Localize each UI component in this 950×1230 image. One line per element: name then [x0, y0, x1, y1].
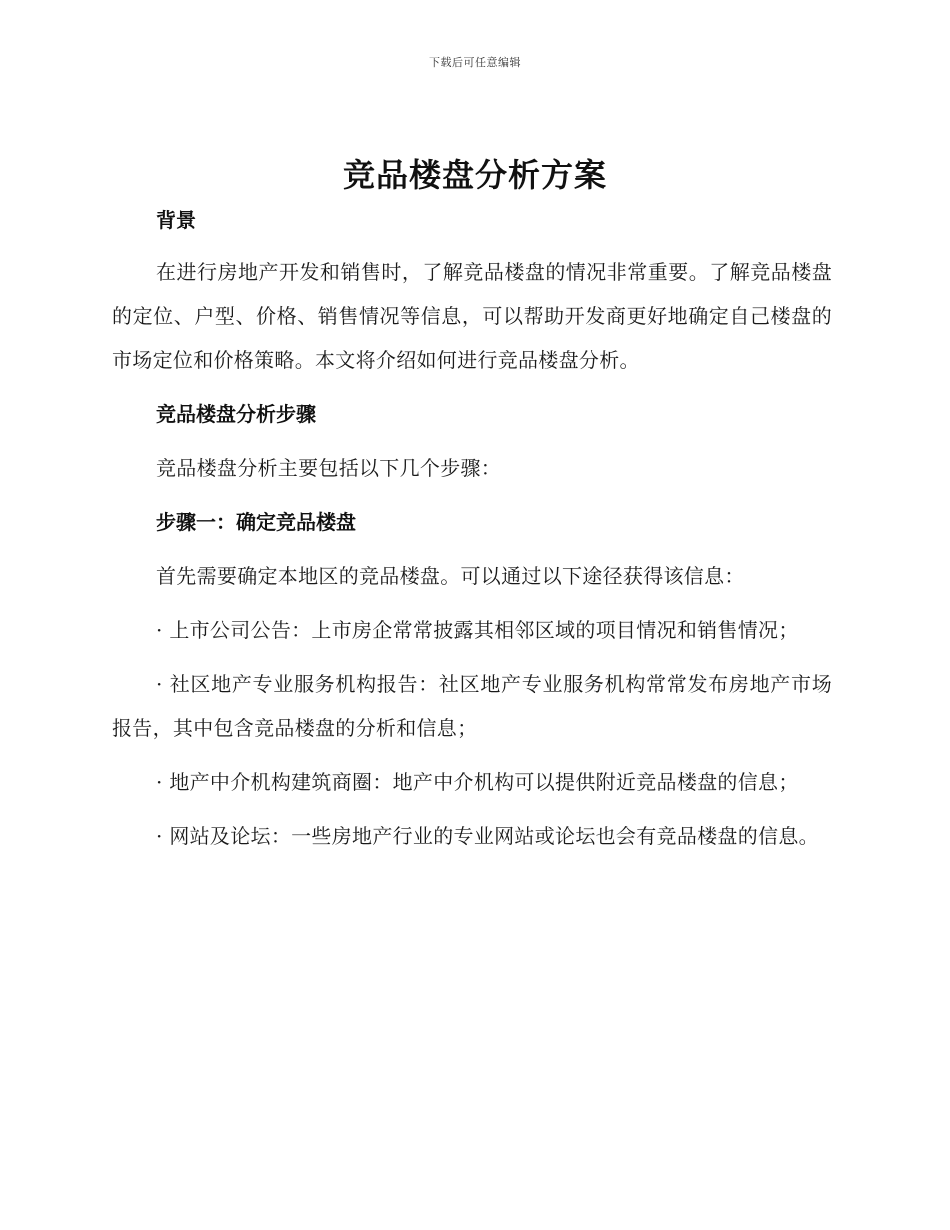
- background-paragraph: 在进行房地产开发和销售时，了解竞品楼盘的情况非常重要。了解竞品楼盘的定位、户型、价格、销售情况等信息，可以帮助开发商更好地确定自己楼盘的市场定位和价格策略。本文将介绍如何进行竞品楼盘分析。: [112, 260, 832, 372]
- header-note: 下载后可任意编辑: [429, 56, 521, 69]
- section-heading-steps: 竞品楼盘分析步骤: [156, 402, 316, 426]
- steps-intro-paragraph: 竞品楼盘分析主要包括以下几个步骤：: [156, 456, 502, 480]
- bullet-item: · 网站及论坛：一些房地产行业的专业网站或论坛也会有竞品楼盘的信息。: [156, 824, 819, 848]
- step1-intro-paragraph: 首先需要确定本地区的竞品楼盘。可以通过以下途径获得该信息：: [156, 564, 745, 588]
- section-heading-step1: 步骤一：确定竞品楼盘: [156, 510, 356, 534]
- bullet-item: · 上市公司公告：上市房企常常披露其相邻区域的项目情况和销售情况；: [156, 618, 799, 642]
- bullet-item: · 社区地产专业服务机构报告：社区地产专业服务机构常常发布房地产市场报告，其中包含竞品楼盘的分析和信息；: [112, 672, 832, 740]
- section-heading-background: 背景: [156, 208, 196, 232]
- document-title: 竞品楼盘分析方案: [342, 156, 607, 194]
- bullet-item: · 地产中介机构建筑商圈：地产中介机构可以提供附近竞品楼盘的信息；: [156, 770, 799, 794]
- document-body: [112, 198, 832, 858]
